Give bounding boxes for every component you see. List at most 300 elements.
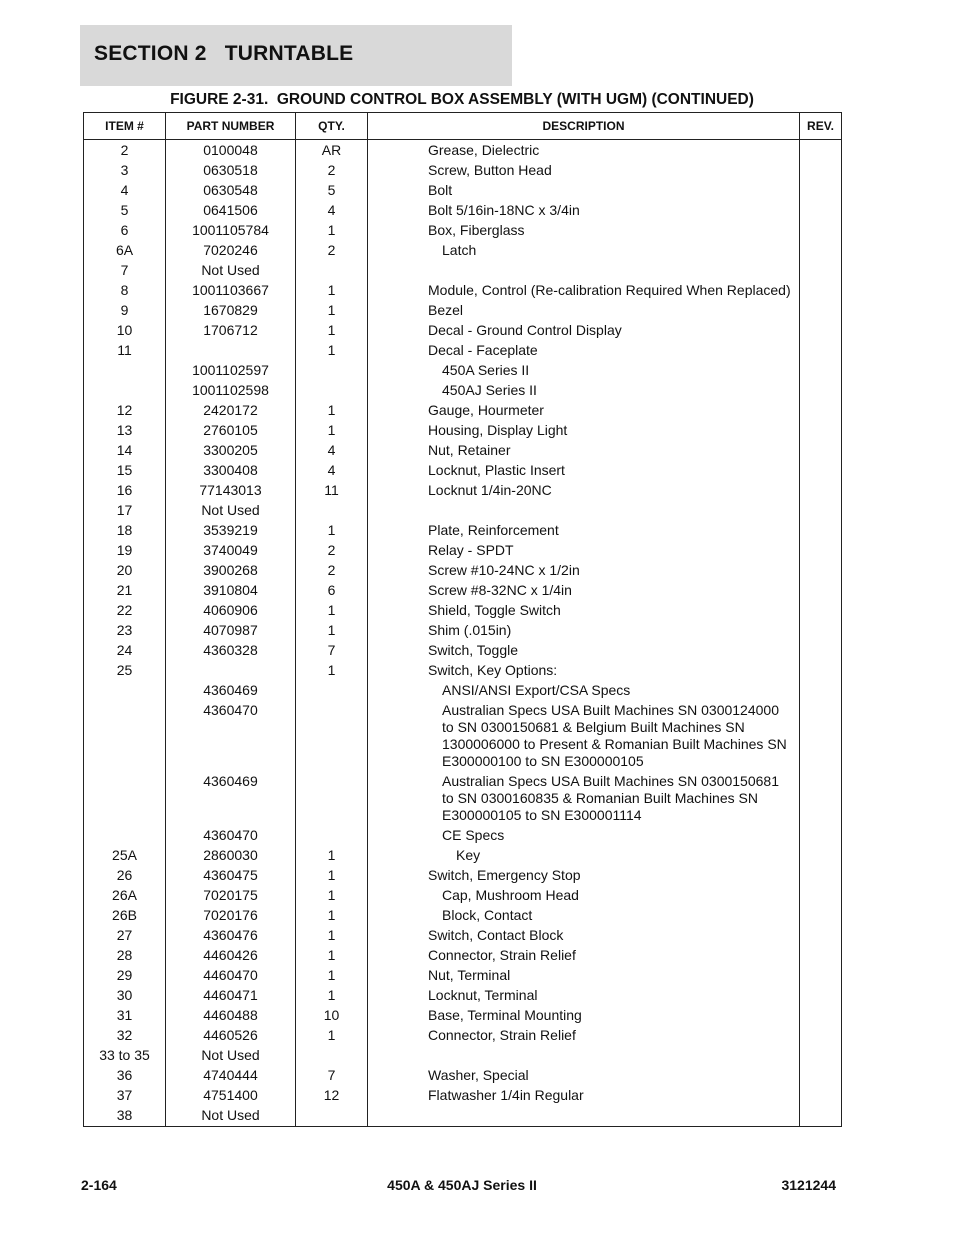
rev-cell [800, 1066, 842, 1086]
item-cell: 22 [84, 601, 166, 621]
rev-cell [800, 772, 842, 826]
description-cell [368, 846, 800, 866]
part-number-cell: 4751400 [166, 1086, 296, 1106]
description-cell [368, 541, 800, 561]
table-row [84, 621, 842, 641]
description-cell [368, 926, 800, 946]
item-cell: 3 [84, 161, 166, 181]
rev-cell [800, 986, 842, 1006]
qty-cell: 7 [296, 1066, 368, 1086]
item-cell: 18 [84, 521, 166, 541]
footer-model: 450A & 450AJ Series II [387, 1177, 537, 1193]
rev-cell [800, 441, 842, 461]
header-description: DESCRIPTION [368, 113, 800, 140]
part-number-cell: 77143013 [166, 481, 296, 501]
header-rev: REV. [800, 113, 842, 140]
part-number-cell: 7020176 [166, 906, 296, 926]
table-row [84, 1046, 842, 1066]
qty-cell: 1 [296, 886, 368, 906]
description-text: Locknut 1/4in-20NC [428, 482, 552, 498]
qty-cell: 1 [296, 341, 368, 361]
description-cell [368, 381, 800, 401]
description-cell [368, 1026, 800, 1046]
table-row [84, 481, 842, 501]
part-number-cell: 3740049 [166, 541, 296, 561]
description-text: Bolt 5/16in-18NC x 3/4in [428, 202, 580, 218]
description-text: Locknut, Terminal [428, 987, 538, 1003]
item-cell [84, 681, 166, 701]
description-cell [368, 341, 800, 361]
item-cell: 16 [84, 481, 166, 501]
item-cell: 2 [84, 140, 166, 162]
item-cell: 38 [84, 1106, 166, 1127]
description-text: Switch, Key Options: [428, 662, 558, 678]
rev-cell [800, 281, 842, 301]
description-text: Bezel [428, 302, 464, 318]
description-cell [368, 421, 800, 441]
part-number-cell: 4460426 [166, 946, 296, 966]
table-row [84, 381, 842, 401]
description-cell [368, 966, 800, 986]
qty-cell: 1 [296, 926, 368, 946]
part-number-cell: 3910804 [166, 581, 296, 601]
description-cell [368, 581, 800, 601]
rev-cell [800, 621, 842, 641]
part-number-cell: 3900268 [166, 561, 296, 581]
part-number-cell: 7020246 [166, 241, 296, 261]
rev-cell [800, 161, 842, 181]
rev-cell [800, 181, 842, 201]
description-text: 450AJ Series II [442, 382, 537, 398]
description-text: CE Specs [442, 827, 505, 843]
rev-cell [800, 361, 842, 381]
description-text: Latch [442, 242, 477, 258]
table-row [84, 181, 842, 201]
qty-cell: 7 [296, 641, 368, 661]
part-number-cell: 4360470 [166, 826, 296, 846]
rev-cell [800, 401, 842, 421]
item-cell: 36 [84, 1066, 166, 1086]
description-cell [368, 1106, 800, 1127]
description-cell [368, 772, 800, 826]
rev-cell [800, 201, 842, 221]
description-text: Flatwasher 1/4in Regular [428, 1087, 584, 1103]
description-cell [368, 601, 800, 621]
description-text: Connector, Strain Relief [428, 1027, 576, 1043]
table-row [84, 826, 842, 846]
qty-cell: 12 [296, 1086, 368, 1106]
table-row [84, 221, 842, 241]
table-row [84, 261, 842, 281]
description-text: Nut, Retainer [428, 442, 511, 458]
part-number-cell: 1706712 [166, 321, 296, 341]
qty-cell: AR [296, 140, 368, 162]
description-text: Bolt [428, 182, 453, 198]
rev-cell [800, 601, 842, 621]
rev-cell [800, 321, 842, 341]
qty-cell [296, 361, 368, 381]
qty-cell [296, 681, 368, 701]
qty-cell: 4 [296, 201, 368, 221]
item-cell [84, 381, 166, 401]
part-number-cell: 4460470 [166, 966, 296, 986]
table-row [84, 321, 842, 341]
rev-cell [800, 1026, 842, 1046]
item-cell: 24 [84, 641, 166, 661]
description-cell [368, 701, 800, 772]
table-row [84, 1066, 842, 1086]
description-cell [368, 140, 800, 162]
table-row [84, 926, 842, 946]
description-cell [368, 201, 800, 221]
part-number-cell: 4360475 [166, 866, 296, 886]
table-row [84, 681, 842, 701]
description-text: Shield, Toggle Switch [428, 602, 561, 618]
description-cell [368, 826, 800, 846]
qty-cell: 1 [296, 946, 368, 966]
table-row [84, 772, 842, 826]
item-cell: 33 to 35 [84, 1046, 166, 1066]
qty-cell: 1 [296, 521, 368, 541]
part-number-cell: 2760105 [166, 421, 296, 441]
part-number-cell: Not Used [166, 261, 296, 281]
qty-cell: 2 [296, 161, 368, 181]
table-row [84, 966, 842, 986]
description-text: Nut, Terminal [428, 967, 511, 983]
part-number-cell: Not Used [166, 501, 296, 521]
qty-cell [296, 772, 368, 826]
part-number-cell: 4360476 [166, 926, 296, 946]
table-row [84, 641, 842, 661]
description-text: Australian Specs USA Built Machines SN 0300150681 to SN 0300160835 & Romanian Built Machines SN E300000105 to SN E300001114 [442, 773, 779, 823]
rev-cell [800, 481, 842, 501]
item-cell: 26 [84, 866, 166, 886]
qty-cell [296, 261, 368, 281]
item-cell [84, 772, 166, 826]
rev-cell [800, 501, 842, 521]
description-cell [368, 241, 800, 261]
description-cell [368, 281, 800, 301]
header-qty: QTY. [296, 113, 368, 140]
table-row [84, 521, 842, 541]
table-row [84, 361, 842, 381]
description-cell [368, 886, 800, 906]
item-cell: 30 [84, 986, 166, 1006]
table-row [84, 341, 842, 361]
table-row [84, 661, 842, 681]
part-number-cell: 4060906 [166, 601, 296, 621]
qty-cell: 1 [296, 846, 368, 866]
description-text: Decal - Ground Control Display [428, 322, 622, 338]
rev-cell [800, 301, 842, 321]
item-cell: 26B [84, 906, 166, 926]
table-row [84, 541, 842, 561]
rev-cell [800, 1106, 842, 1127]
description-cell [368, 501, 800, 521]
part-number-cell: 4360470 [166, 701, 296, 772]
qty-cell [296, 1106, 368, 1127]
item-cell: 12 [84, 401, 166, 421]
rev-cell [800, 966, 842, 986]
footer-page-number: 2-164 [81, 1177, 117, 1193]
part-number-cell [166, 341, 296, 361]
table-row [84, 461, 842, 481]
part-number-cell: Not Used [166, 1106, 296, 1127]
table-row [84, 501, 842, 521]
part-number-cell: 3300205 [166, 441, 296, 461]
rev-cell [800, 701, 842, 772]
part-number-cell: 2860030 [166, 846, 296, 866]
part-number-cell: 4360469 [166, 681, 296, 701]
item-cell: 9 [84, 301, 166, 321]
rev-cell [800, 681, 842, 701]
qty-cell [296, 826, 368, 846]
qty-cell: 1 [296, 1026, 368, 1046]
rev-cell [800, 241, 842, 261]
header-part-number: PART NUMBER [166, 113, 296, 140]
item-cell: 6 [84, 221, 166, 241]
item-cell: 10 [84, 321, 166, 341]
rev-cell [800, 381, 842, 401]
item-cell: 25A [84, 846, 166, 866]
qty-cell: 1 [296, 321, 368, 341]
rev-cell [800, 461, 842, 481]
qty-cell: 1 [296, 301, 368, 321]
rev-cell [800, 1046, 842, 1066]
item-cell: 4 [84, 181, 166, 201]
table-row [84, 161, 842, 181]
section-header [80, 25, 512, 86]
description-cell [368, 621, 800, 641]
table-row [84, 581, 842, 601]
table-row [84, 886, 842, 906]
table-row [84, 201, 842, 221]
description-cell [368, 986, 800, 1006]
part-number-cell: 4360328 [166, 641, 296, 661]
description-text: Australian Specs USA Built Machines SN 0300124000 to SN 0300150681 & Belgium Built Machines SN 1300006000 to Present & Romanian Built Machines SN E300000100 to SN E300000105 [442, 702, 787, 769]
rev-cell [800, 661, 842, 681]
description-text: Base, Terminal Mounting [428, 1007, 582, 1023]
description-text: Box, Fiberglass [428, 222, 525, 238]
description-cell [368, 481, 800, 501]
part-number-cell: 0641506 [166, 201, 296, 221]
rev-cell [800, 866, 842, 886]
header-item: ITEM # [84, 113, 166, 140]
table-row [84, 906, 842, 926]
part-number-cell: 4740444 [166, 1066, 296, 1086]
description-cell [368, 301, 800, 321]
qty-cell: 1 [296, 906, 368, 926]
rev-cell [800, 261, 842, 281]
rev-cell [800, 221, 842, 241]
qty-cell: 10 [296, 1006, 368, 1026]
description-cell [368, 661, 800, 681]
description-cell [368, 461, 800, 481]
rev-cell [800, 561, 842, 581]
qty-cell: 4 [296, 461, 368, 481]
description-text: Housing, Display Light [428, 422, 568, 438]
item-cell: 5 [84, 201, 166, 221]
description-text: Decal - Faceplate [428, 342, 538, 358]
rev-cell [800, 906, 842, 926]
item-cell: 17 [84, 501, 166, 521]
qty-cell [296, 381, 368, 401]
part-number-cell: 7020175 [166, 886, 296, 906]
description-cell [368, 561, 800, 581]
description-cell [368, 866, 800, 886]
description-cell [368, 161, 800, 181]
table-row [84, 986, 842, 1006]
item-cell: 7 [84, 261, 166, 281]
qty-cell: 1 [296, 661, 368, 681]
qty-cell: 2 [296, 241, 368, 261]
item-cell [84, 826, 166, 846]
qty-cell: 2 [296, 541, 368, 561]
parts-table [83, 112, 842, 1127]
rev-cell [800, 846, 842, 866]
description-text: Switch, Contact Block [428, 927, 564, 943]
description-cell [368, 1066, 800, 1086]
table-row [84, 1106, 842, 1127]
part-number-cell [166, 661, 296, 681]
description-text: Block, Contact [442, 907, 533, 923]
table-row [84, 561, 842, 581]
qty-cell: 1 [296, 401, 368, 421]
description-cell [368, 321, 800, 341]
description-cell [368, 1006, 800, 1026]
description-text: Grease, Dielectric [428, 142, 540, 158]
description-text: Cap, Mushroom Head [442, 887, 579, 903]
item-cell: 19 [84, 541, 166, 561]
table-row [84, 421, 842, 441]
part-number-cell: 0100048 [166, 140, 296, 162]
qty-cell: 1 [296, 866, 368, 886]
qty-cell: 2 [296, 561, 368, 581]
figure-title: FIGURE 2-31. GROUND CONTROL BOX ASSEMBLY (WITH UGM) (CONTINUED) [170, 91, 754, 108]
description-cell [368, 521, 800, 541]
item-cell [84, 361, 166, 381]
rev-cell [800, 140, 842, 162]
description-text: ANSI/ANSI Export/CSA Specs [442, 682, 631, 698]
part-number-cell: 4460471 [166, 986, 296, 1006]
part-number-cell: 0630518 [166, 161, 296, 181]
part-number-cell: 4360469 [166, 772, 296, 826]
qty-cell: 6 [296, 581, 368, 601]
rev-cell [800, 641, 842, 661]
qty-cell [296, 1046, 368, 1066]
table-row [84, 866, 842, 886]
item-cell: 37 [84, 1086, 166, 1106]
qty-cell: 1 [296, 621, 368, 641]
rev-cell [800, 421, 842, 441]
description-text: Screw #10-24NC x 1/2in [428, 562, 580, 578]
description-text: Switch, Emergency Stop [428, 867, 581, 883]
description-text: Shim (.015in) [428, 622, 512, 638]
qty-cell: 1 [296, 221, 368, 241]
qty-cell [296, 701, 368, 772]
parts-table-body [84, 140, 842, 1127]
description-cell [368, 401, 800, 421]
qty-cell: 4 [296, 441, 368, 461]
description-cell [368, 441, 800, 461]
description-text: Washer, Special [428, 1067, 529, 1083]
qty-cell [296, 501, 368, 521]
description-text: Screw #8-32NC x 1/4in [428, 582, 572, 598]
description-text: Module, Control (Re-calibration Required When Replaced) [428, 282, 791, 298]
description-cell [368, 181, 800, 201]
table-row [84, 140, 842, 162]
table-row [84, 846, 842, 866]
item-cell: 8 [84, 281, 166, 301]
part-number-cell: 1001103667 [166, 281, 296, 301]
part-number-cell: 4460488 [166, 1006, 296, 1026]
part-number-cell: 1670829 [166, 301, 296, 321]
part-number-cell: Not Used [166, 1046, 296, 1066]
description-text: Switch, Toggle [428, 642, 519, 658]
description-text: Relay - SPDT [428, 542, 514, 558]
qty-cell: 1 [296, 421, 368, 441]
section-title: SECTION 2 TURNTABLE [94, 42, 354, 65]
rev-cell [800, 886, 842, 906]
qty-cell: 1 [296, 986, 368, 1006]
item-cell: 26A [84, 886, 166, 906]
part-number-cell: 1001105784 [166, 221, 296, 241]
item-cell: 23 [84, 621, 166, 641]
table-row [84, 1026, 842, 1046]
description-text: 450A Series II [442, 362, 530, 378]
qty-cell: 5 [296, 181, 368, 201]
rev-cell [800, 521, 842, 541]
item-cell: 14 [84, 441, 166, 461]
qty-cell: 1 [296, 966, 368, 986]
table-row [84, 241, 842, 261]
item-cell: 28 [84, 946, 166, 966]
rev-cell [800, 341, 842, 361]
rev-cell [800, 946, 842, 966]
description-cell [368, 221, 800, 241]
description-text: Gauge, Hourmeter [428, 402, 544, 418]
rev-cell [800, 926, 842, 946]
part-number-cell: 0630548 [166, 181, 296, 201]
qty-cell: 1 [296, 281, 368, 301]
description-text: Connector, Strain Relief [428, 947, 576, 963]
description-text: Screw, Button Head [428, 162, 552, 178]
part-number-cell: 3539219 [166, 521, 296, 541]
description-cell [368, 641, 800, 661]
table-row [84, 946, 842, 966]
table-header-row [84, 113, 842, 140]
item-cell: 13 [84, 421, 166, 441]
item-cell: 29 [84, 966, 166, 986]
qty-cell: 11 [296, 481, 368, 501]
table-row [84, 1006, 842, 1026]
item-cell: 20 [84, 561, 166, 581]
item-cell: 31 [84, 1006, 166, 1026]
description-cell [368, 946, 800, 966]
rev-cell [800, 1086, 842, 1106]
description-text: Locknut, Plastic Insert [428, 462, 565, 478]
table-row [84, 281, 842, 301]
part-number-cell: 2420172 [166, 401, 296, 421]
qty-cell: 1 [296, 601, 368, 621]
description-cell [368, 361, 800, 381]
part-number-cell: 4070987 [166, 621, 296, 641]
rev-cell [800, 581, 842, 601]
description-text: Key [456, 847, 481, 863]
table-row [84, 441, 842, 461]
item-cell: 11 [84, 341, 166, 361]
description-text: Plate, Reinforcement [428, 522, 559, 538]
